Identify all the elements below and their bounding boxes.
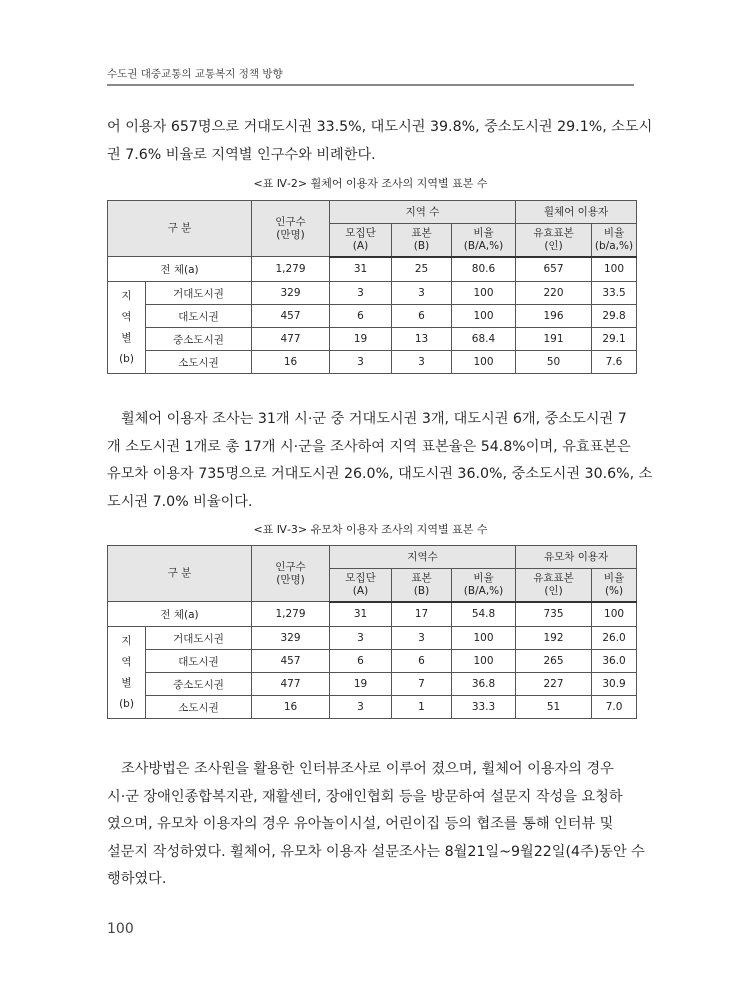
header-col: 모집단 (A) [330, 224, 392, 257]
cell: 16 [252, 696, 330, 719]
header-col: 비율 (%) [592, 569, 637, 602]
cell: 33.5 [592, 282, 637, 305]
cell: 477 [252, 673, 330, 696]
cell: 31 [330, 602, 392, 627]
cell: 7.6 [592, 351, 637, 374]
cell: 329 [252, 627, 330, 650]
header-col: 비율 (B/A,%) [452, 569, 516, 602]
paragraph-line: 개 소도시권 1개로 총 17개 시·군을 조사하여 지역 표본율은 54.8%이며, 유효표본은 [107, 438, 631, 455]
cell: 191 [516, 328, 592, 351]
paragraph-line: 어 이용자 657명으로 거대도시권 33.5%, 대도시권 39.8%, 중소도시권 29.1%, 소도시 [107, 119, 653, 135]
cell: 19 [330, 673, 392, 696]
cell: 100 [452, 305, 516, 328]
cell: 51 [516, 696, 592, 719]
cell: 16 [252, 351, 330, 374]
cell: 457 [252, 305, 330, 328]
cell: 3 [392, 627, 452, 650]
table-row [108, 305, 637, 328]
paragraph-line: 권 7.6% 비율로 지역별 인구수와 비례한다. [107, 146, 376, 163]
table-2-caption: <표 Ⅳ-3> 유모차 이용자 조사의 지역별 표본 수 [253, 523, 488, 536]
paragraph-line: 였으며, 유모차 이용자의 경우 유아놀이시설, 어린이집 등의 협조를 통해 인터뷰 및 [107, 816, 614, 832]
table-row [108, 328, 637, 351]
row-label: 중소도시권 [146, 328, 252, 351]
table-row [108, 696, 637, 719]
cell: 6 [330, 650, 392, 673]
header-wheelchair-users: 휠체어 이용자 [516, 201, 637, 224]
row-label: 거대도시권 [146, 282, 252, 305]
cell: 3 [330, 627, 392, 650]
header-col: 비율 (B/A,%) [452, 224, 516, 257]
cell: 735 [516, 602, 592, 627]
cell: 1,279 [252, 602, 330, 627]
running-header: 수도권 대중교통의 교통복지 정책 방향 [107, 68, 283, 80]
header-stroller-users: 유모차 이용자 [516, 546, 637, 569]
paragraph-line: 시·군 장애인종합복지관, 재활센터, 장애인협회 등을 방문하여 설문지 작성을 요청하 [107, 788, 623, 805]
paragraph-line: 유모차 이용자 735명으로 거대도시권 26.0%, 대도시권 36.0%, 중소도시권 30.6%, 소 [107, 466, 653, 482]
cell: 3 [392, 282, 452, 305]
cell: 31 [330, 257, 392, 282]
header-col: 표본 (B) [392, 569, 452, 602]
cell: 196 [516, 305, 592, 328]
paragraph-3 [107, 756, 645, 894]
cell: 19 [330, 328, 392, 351]
header-col: 모집단 (A) [330, 569, 392, 602]
region-group-label: 지 역 별 (b) [108, 627, 146, 719]
header-region-count: 지역 수 [330, 201, 516, 224]
row-label: 소도시권 [146, 351, 252, 374]
cell: 100 [592, 602, 637, 627]
table-row [108, 673, 637, 696]
row-label: 중소도시권 [146, 673, 252, 696]
header-rule [107, 84, 634, 86]
row-label: 대도시권 [146, 305, 252, 328]
row-label: 전 체(a) [108, 257, 252, 282]
cell: 457 [252, 650, 330, 673]
cell: 192 [516, 627, 592, 650]
cell: 100 [452, 351, 516, 374]
row-label: 대도시권 [146, 650, 252, 673]
header-col: 유효표본 (인) [516, 569, 592, 602]
cell: 68.4 [452, 328, 516, 351]
cell: 17 [392, 602, 452, 627]
region-group-label: 지 역 별 (b) [108, 282, 146, 374]
cell: 657 [516, 257, 592, 282]
paragraph-line: 휠체어 이용자 조사는 31개 시·군 중 거대도시권 3개, 대도시권 6개, 중소도시권 7 [121, 411, 627, 427]
table-row [108, 282, 637, 305]
table-row [108, 650, 637, 673]
cell: 1 [392, 696, 452, 719]
header-population: 인구수 (만명) [252, 201, 330, 257]
paragraph-line: 조사방법은 조사원을 활용한 인터뷰조사로 이루어 졌으며, 휠체어 이용자의 경우 [121, 761, 614, 777]
cell: 36.0 [592, 650, 637, 673]
table-wheelchair-sample [107, 200, 637, 374]
cell: 29.8 [592, 305, 637, 328]
cell: 3 [392, 351, 452, 374]
cell: 100 [452, 282, 516, 305]
row-label: 전 체(a) [108, 602, 252, 627]
header-col: 비율 (b/a,%) [592, 224, 637, 257]
cell: 227 [516, 673, 592, 696]
cell: 29.1 [592, 328, 637, 351]
cell: 13 [392, 328, 452, 351]
paragraph-line: 도시권 7.0% 비율이다. [107, 493, 253, 510]
header-category: 구 분 [108, 201, 252, 257]
cell: 54.8 [452, 602, 516, 627]
header-population: 인구수 (만명) [252, 546, 330, 602]
cell: 7 [392, 673, 452, 696]
table-row [108, 351, 637, 374]
table-row-total [108, 257, 637, 282]
cell: 100 [452, 650, 516, 673]
cell: 329 [252, 282, 330, 305]
cell: 100 [592, 257, 637, 282]
table-row [108, 627, 637, 650]
header-col: 표본 (B) [392, 224, 452, 257]
page-number: 100 [107, 921, 134, 937]
cell: 3 [330, 351, 392, 374]
cell: 6 [392, 305, 452, 328]
cell: 26.0 [592, 627, 637, 650]
cell: 3 [330, 696, 392, 719]
cell: 30.9 [592, 673, 637, 696]
cell: 7.0 [592, 696, 637, 719]
table-stroller-sample [107, 545, 637, 719]
header-category: 구 분 [108, 546, 252, 602]
table-1-caption: <표 Ⅳ-2> 휠체어 이용자 조사의 지역별 표본 수 [253, 177, 488, 190]
cell: 6 [392, 650, 452, 673]
cell: 50 [516, 351, 592, 374]
cell: 477 [252, 328, 330, 351]
header-col: 유효표본 (인) [516, 224, 592, 257]
cell: 36.8 [452, 673, 516, 696]
paragraph-line: 설문지 작성하였다. 휠체어, 유모차 이용자 설문조사는 8월21일~9월22일(4주)동안 수 [107, 843, 645, 860]
cell: 33.3 [452, 696, 516, 719]
paragraph-line: 행하였다. [107, 871, 167, 887]
cell: 3 [330, 282, 392, 305]
paragraph-1 [107, 114, 653, 169]
cell: 25 [392, 257, 452, 282]
paragraph-2 [107, 406, 653, 516]
header-region-count: 지역수 [330, 546, 516, 569]
table-row-total [108, 602, 637, 627]
cell: 220 [516, 282, 592, 305]
cell: 1,279 [252, 257, 330, 282]
cell: 265 [516, 650, 592, 673]
cell: 100 [452, 627, 516, 650]
cell: 80.6 [452, 257, 516, 282]
row-label: 거대도시권 [146, 627, 252, 650]
row-label: 소도시권 [146, 696, 252, 719]
cell: 6 [330, 305, 392, 328]
